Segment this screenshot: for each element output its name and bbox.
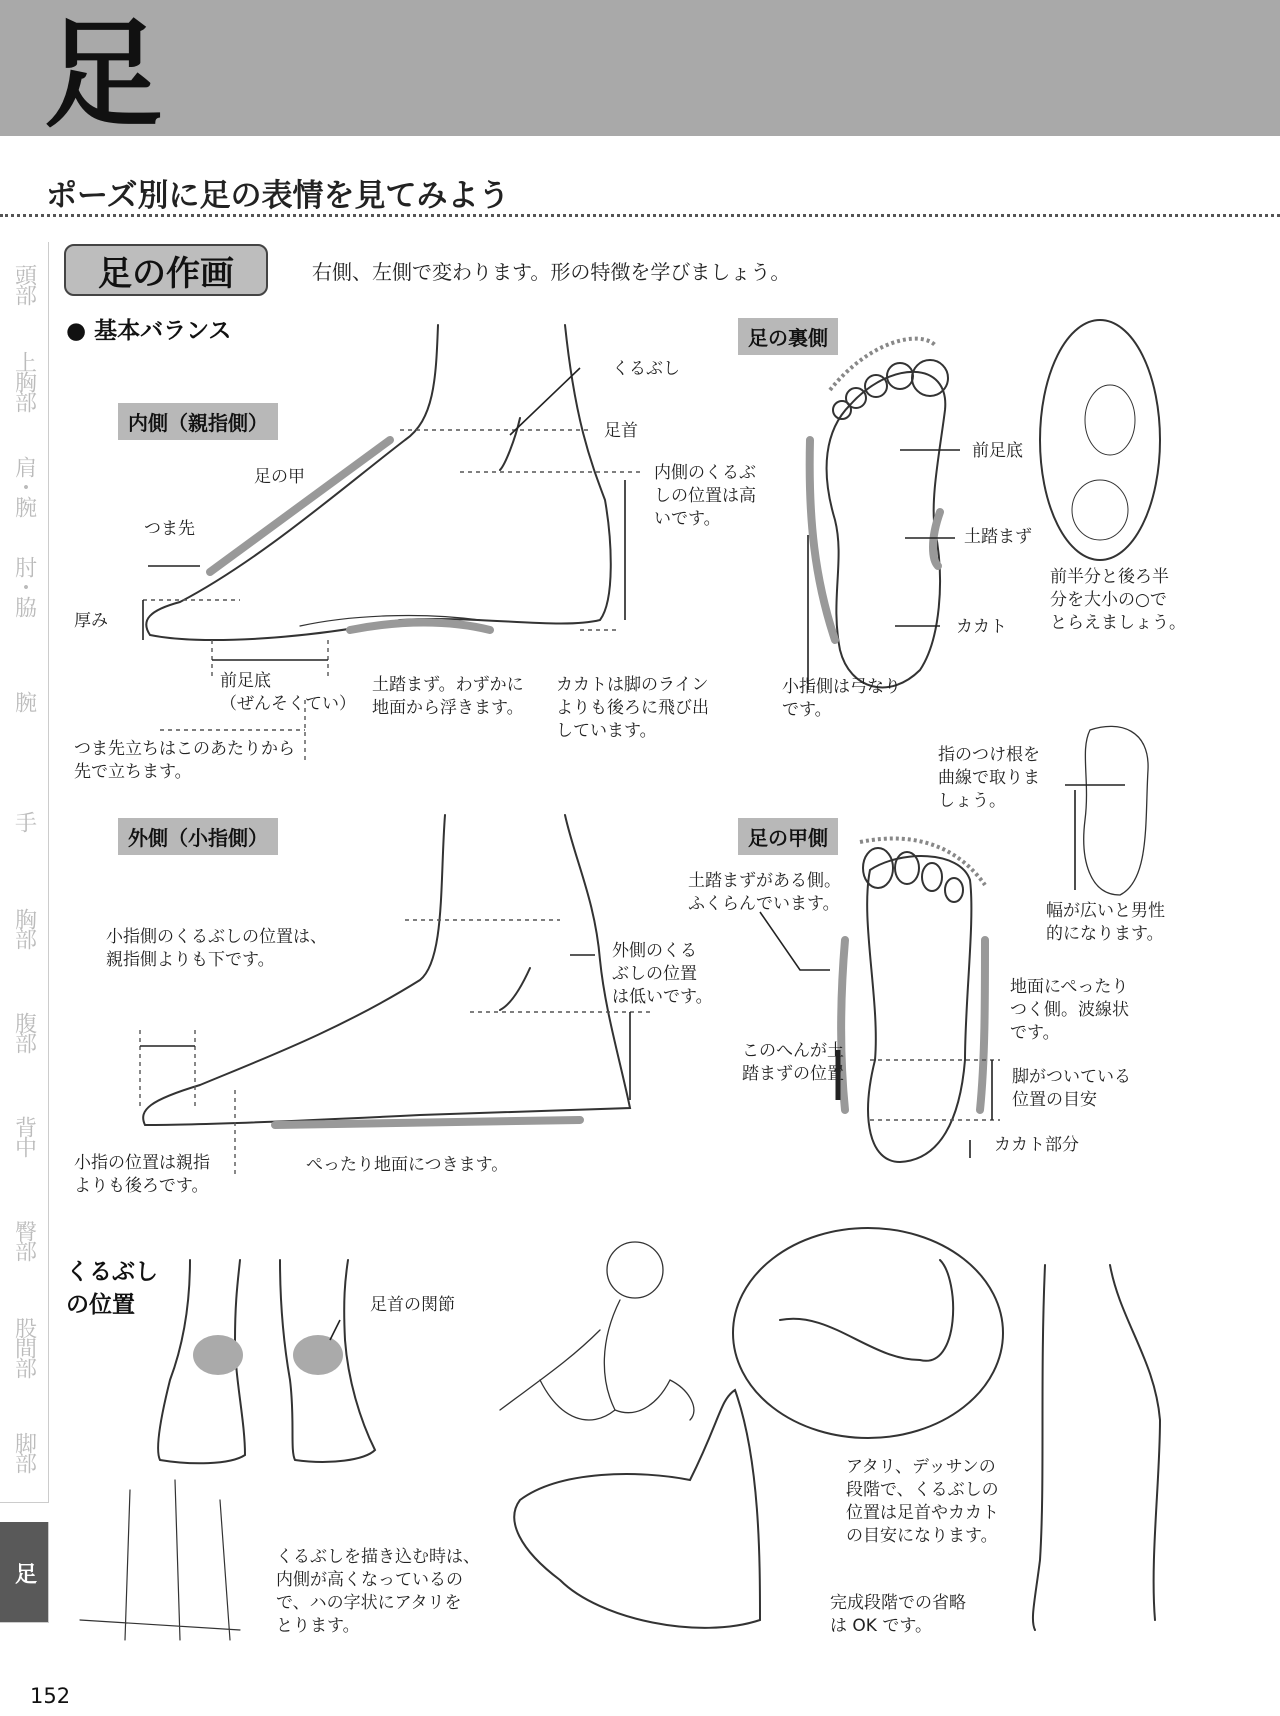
label-leg-mark: 脚がついている 位置の目安 (1012, 1067, 1131, 1110)
label-tsumasaki: つま先 (144, 519, 195, 539)
label-sole-tsuchifumazu: 土踏まず (964, 527, 1032, 547)
sidebar-item-back[interactable]: 背中 (0, 1084, 49, 1189)
sidebar-item-leg[interactable]: 脚部 (0, 1402, 49, 1503)
label-ankle-lower: 小指側のくるぶしの位置は、 親指側よりも下です。 (106, 927, 327, 970)
label-tsuchifumazu: 土踏まず。わずかに 地面から浮きます。 (372, 675, 524, 718)
label-halves: 前半分と後ろ半 分を大小の○で とらえましょう。 (1050, 567, 1186, 633)
label-sole-kakato: カカト (956, 617, 1007, 637)
label-arch-pos: このへんが土 踏まずの位置 (742, 1041, 844, 1084)
label-little-toe: 小指の位置は親指 よりも後ろです。 (74, 1153, 210, 1196)
sole-heading: 足の裏側 (738, 318, 838, 355)
little-toe-arc-bar (810, 440, 835, 640)
label-joint: 足首の関節 (370, 1295, 455, 1315)
sidebar-item-hand[interactable]: 手 (0, 766, 49, 877)
ankle-section-title: くるぶし の位置 (66, 1259, 158, 1319)
label-flat: ぺったり地面につきます。 (306, 1155, 509, 1175)
top-foot-drawing (863, 848, 971, 1162)
label-outer-ankle: 外側のくる ぶしの位置 は低いです。 (612, 941, 713, 1007)
label-kurubushi: くるぶし (612, 359, 680, 379)
label-tiptoe: つま先立ちはこのあたりから 先で立ちます。 (74, 739, 295, 782)
label-atari: アタリ、デッサンの 段階で、くるぶしの 位置は足首やカカト の目安になります。 (846, 1457, 999, 1546)
sidebar-item-arm[interactable]: 腕 (0, 636, 49, 767)
sidebar-item-head[interactable]: 頭部 (0, 242, 49, 327)
flat-ground-bar (275, 1120, 580, 1125)
label-inner-ankle: 内側のくるぶ しの位置は高 いです。 (654, 463, 756, 529)
section-intro: 右側、左側で変わります。形の特徴を学びましょう。 (312, 260, 791, 284)
label-omit: 完成段階での省略 は OK です。 (830, 1593, 966, 1636)
sidebar-item-shoulder[interactable]: 肩・腕 (0, 436, 49, 537)
sidebar-item-chest[interactable]: 胸部 (0, 876, 49, 981)
sidebar-item-foot[interactable]: 足 (0, 1522, 49, 1623)
label-ashinoko: 足の甲 (254, 467, 305, 487)
sidebar-item-belly[interactable]: 腹部 (0, 980, 49, 1085)
sole-sketch-frame (1040, 320, 1160, 560)
sidebar-item-upper-chest[interactable]: 上胸部 (0, 326, 49, 437)
label-heel-part: カカト部分 (994, 1135, 1079, 1155)
inner-foot-drawing (146, 325, 611, 640)
label-arch-side: 土踏まずがある側。 ふくらんでいます。 (688, 871, 841, 914)
label-width-note: 幅が広いと男性 的になります。 (1046, 901, 1165, 944)
label-atsumi: 厚み (74, 611, 108, 631)
section-title: 足の作画 (64, 244, 268, 296)
label-little-toe-side: 小指側は弓なり です。 (782, 677, 901, 720)
sidebar-item-crotch[interactable]: 股間部 (0, 1292, 49, 1403)
outer-side-heading: 外側（小指側） (118, 818, 278, 855)
arch-guide-bar (350, 623, 490, 631)
sitting-figure-drawing (500, 1242, 694, 1420)
label-draw-note: くるぶしを描き込む時は、 内側が高くなっているの で、ハの字状にアタリを とります。 (276, 1547, 480, 1636)
outer-ankle-marker (293, 1335, 343, 1375)
top-side-heading: 足の甲側 (738, 818, 838, 855)
label-kakato: カカトは脚のライン よりも後ろに飛び出 しています。 (556, 675, 709, 741)
instep-guide-bar (210, 440, 390, 572)
ankle-atari-sketch (80, 1480, 240, 1640)
label-flat-side: 地面にぺったり つく側。波線状 です。 (1010, 977, 1129, 1043)
inner-ankle-marker (193, 1335, 243, 1375)
page-subtitle: ポーズ別に足の表情を見てみよう (46, 178, 510, 214)
top-flat-bar (980, 940, 985, 1110)
label-zensokutei: 前足底 （ぜんそくてい） (220, 671, 356, 714)
sidebar-item-elbow[interactable]: 肘・脇 (0, 536, 49, 637)
label-sole-zensokutei: 前足底 (972, 441, 1023, 461)
chapter-title: 足 (44, 6, 163, 144)
sole-drawing (827, 360, 948, 687)
foot-sketch-circle (733, 1228, 1003, 1438)
basic-balance-heading: ● 基本バランス (66, 318, 232, 344)
label-toes-note: 指のつけ根を 曲線で取りま しょう。 (938, 745, 1040, 811)
ankle-front-drawing (158, 1260, 375, 1463)
inner-side-heading: 内側（親指側） (118, 403, 278, 440)
standing-leg-drawing (1033, 1265, 1160, 1630)
small-foot-sketch (1084, 726, 1148, 895)
page-number: 152 (30, 1684, 71, 1708)
sidebar-item-hip[interactable]: 臀部 (0, 1188, 49, 1293)
label-ashikubi: 足首 (604, 421, 638, 441)
bottom-foot-drawing (514, 1390, 760, 1628)
